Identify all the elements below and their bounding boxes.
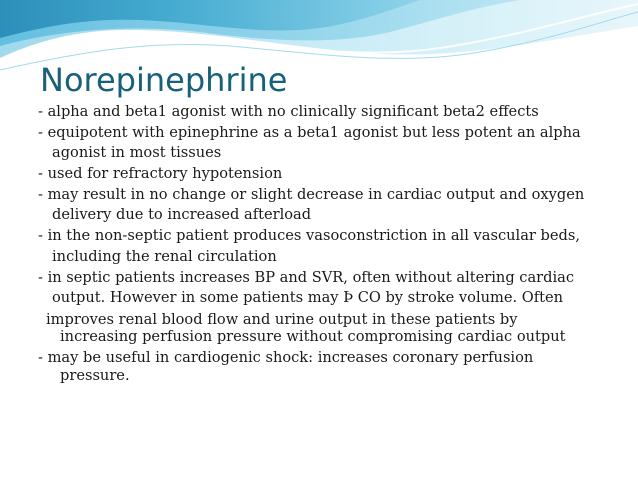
body-line: delivery due to increased afterload [52,206,312,224]
body-line: output. However in some patients may Þ CO by stroke volume. Often [52,289,564,307]
body-line: - may result in no change or slight decrease in cardiac output and oxygen [38,185,585,203]
slide-body [38,102,628,383]
body-line: including the renal circulation [52,247,277,265]
body-line: - used for refractory hypotension [38,165,283,183]
body-line: agonist in most tissues [52,144,222,162]
body-line: - equipotent with epinephrine as a beta1 agonist but less potent an alpha [38,123,581,141]
body-line: improves renal blood flow and urine output in these patients by [46,310,518,328]
body-line: pressure. [60,367,130,385]
body-line: increasing perfusion pressure without compromising cardiac output [60,327,566,345]
body-line: - may be useful in cardiogenic shock: increases coronary perfusion [38,348,534,366]
body-line: - alpha and beta1 agonist with no clinically significant beta2 effects [38,103,539,120]
body-line: - in the non-septic patient produces vasoconstriction in all vascular beds, [38,227,580,245]
body-line: - in septic patients increases BP and SVR, often without altering cardiac [38,268,575,286]
slide-title: Norepinephrine [40,61,288,99]
